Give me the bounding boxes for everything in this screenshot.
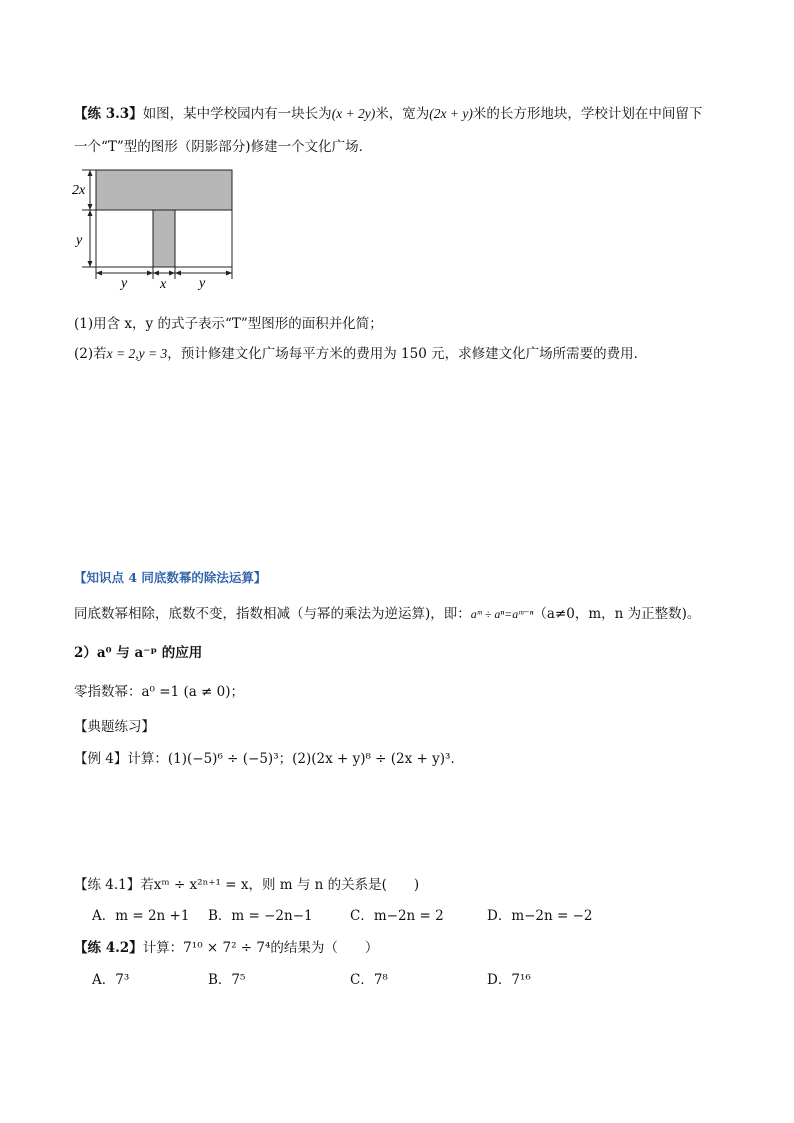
option-c: C．7⁸ (350, 972, 388, 988)
exercise-tag: 【练 4.1】 (74, 877, 141, 893)
exercise-4-2 (74, 936, 378, 956)
question-2 (74, 342, 647, 362)
option-b: B．m = −2n−1 (208, 908, 313, 924)
exercise-3-3-line1 (74, 102, 702, 122)
text: （a≠0，m，n 为正整数)。 (533, 606, 701, 622)
condition: x = 2,y = 3 (106, 346, 168, 361)
example-text: 计算：(1)(−5)⁶ ÷ (−5)³；(2)(2x + y)⁸ ÷ (2x + y)³． (127, 751, 464, 767)
typical-practice-heading: 【典题练习】 (74, 719, 155, 735)
option-a: A．7³ (92, 972, 130, 988)
left-white-area (96, 210, 153, 267)
knowledge-point-4-title: 【知识点 4 同底数幂的除法运算】 (74, 570, 267, 585)
example-tag: 【例 4】 (74, 751, 128, 767)
label-y-bottom-right: y (199, 276, 206, 290)
option-b: B．7⁵ (208, 972, 246, 988)
text: 米的长方形地块，学校计划在中间留下 (472, 106, 703, 122)
right-white-area (175, 210, 232, 267)
exercise-4-1 (74, 873, 419, 893)
text: ，预计修建文化广场每平方米的费用为 150 元，求修建文化广场所需要的费用． (167, 346, 648, 362)
subsection-2: 2）a⁰ 与 a⁻ᵖ 的应用 (74, 645, 203, 661)
t-shape-diagram (72, 165, 242, 290)
example-4 (74, 747, 464, 767)
text: 如图，某中学校园内有一块长为 (142, 106, 332, 122)
shaded-top-band (96, 170, 232, 210)
option-a: A．m = 2n +1 (92, 908, 190, 924)
division-rule (74, 602, 700, 622)
exercise-text: 若xᵐ ÷ x²ⁿ⁺¹ = x，则 m 与 n 的关系是( ) (140, 877, 420, 893)
question-1: (1)用含 x，y 的式子表示“T”型图形的面积并化简； (74, 316, 383, 332)
option-d: D．7¹⁶ (487, 972, 531, 988)
length-expression: (x + 2y) (331, 106, 376, 121)
zero-exponent: 零指数幂：a⁰ =1 (a ≠ 0)； (74, 684, 245, 700)
rule-formula: aᵐ ÷ aⁿ=aᵐ⁻ⁿ (470, 607, 534, 621)
exercise-tag: 【练 4.2】 (74, 940, 143, 956)
label-y-left: y (76, 233, 83, 248)
text: 米，宽为 (375, 106, 430, 122)
option-c: C．m−2n = 2 (350, 908, 444, 924)
label-x-bottom: x (160, 277, 167, 290)
exercise-3-3-line2: 一个“T”型的图形（阴影部分)修建一个文化广场． (74, 139, 373, 155)
label-2x: 2x (72, 183, 86, 198)
shaded-stem (153, 210, 175, 267)
exercise-tag: 【练 3.3】 (74, 106, 143, 122)
text: 同底数幂相除，底数不变，指数相减（与幂的乘法为逆运算)，即： (74, 606, 471, 622)
option-d: D．m−2n = −2 (487, 908, 593, 924)
width-expression: (2x + y) (429, 106, 473, 121)
label-y-bottom-left: y (121, 276, 128, 290)
text: (2)若 (74, 346, 107, 362)
exercise-text: 计算：7¹⁰ × 7² ÷ 7⁴的结果为（ ） (142, 940, 379, 956)
